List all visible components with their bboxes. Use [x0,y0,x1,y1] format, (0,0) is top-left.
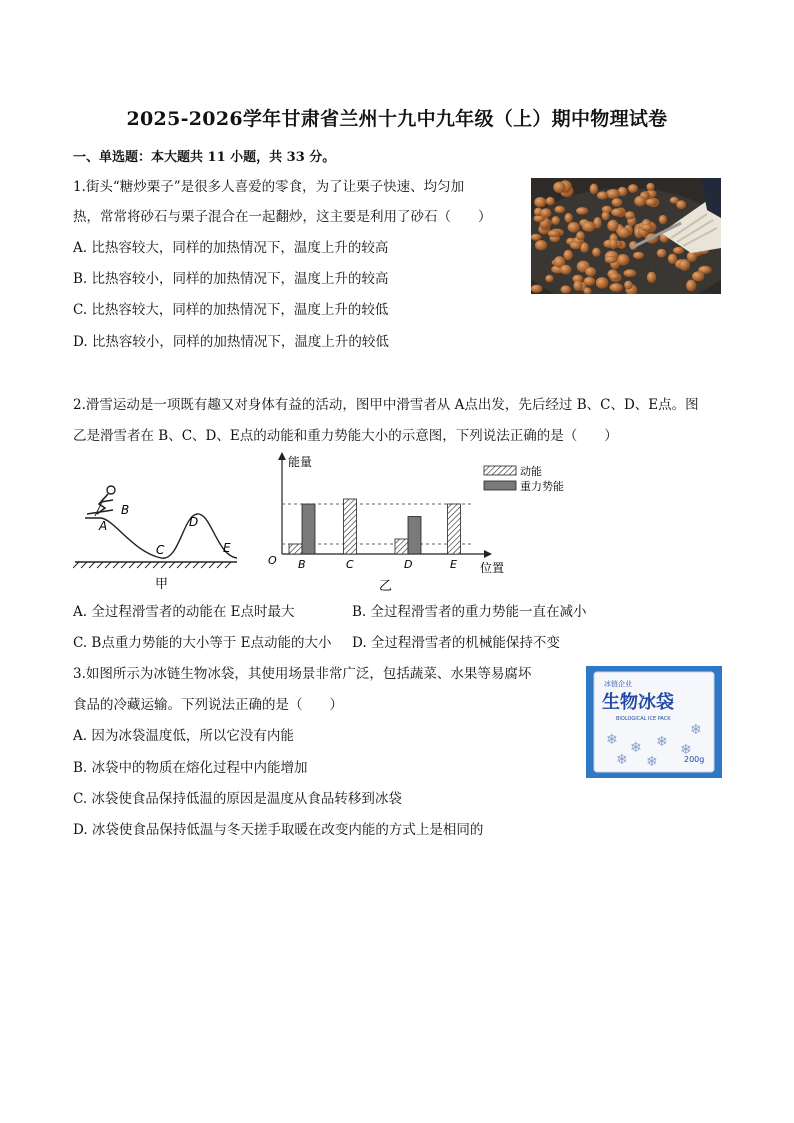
chestnut [561,285,572,293]
bag-weight: 200g [684,755,705,764]
label-e: E [223,541,231,555]
legend-swatch-kinetic [484,466,516,475]
q2-option-d[interactable]: D. 全过程滑雪者的机械能保持不变 [352,635,560,651]
chestnut [610,283,623,292]
caption-yi: 乙 [379,579,393,594]
chestnut [576,231,585,240]
label-b: B [121,503,130,517]
x-axis-label: 位置 [480,561,505,575]
chestnut [659,215,667,224]
q2-option-b[interactable]: B. 全过程滑雪者的重力势能一直在减小 [352,604,587,620]
q3-line2: 食品的冷藏运输。下列说法正确的是（ ） [73,697,343,713]
chestnut [570,242,582,250]
legend-label-kinetic: 动能 [520,465,542,478]
q1-option-a[interactable]: A. 比热容较大，同样的加热情况下，温度上升的较高 [73,240,389,256]
q1-option-c[interactable]: C. 比热容较大，同样的加热情况下，温度上升的较低 [73,302,389,318]
chestnut [585,267,596,277]
chestnut-photo [531,178,721,294]
legend-label-potential: 重力势能 [520,480,564,493]
ski-slope-diagram [73,470,243,595]
chestnut [597,191,608,199]
chestnut [673,247,684,254]
chestnut [554,206,565,213]
chestnut [624,281,633,290]
chestnut [546,197,555,206]
chestnut [640,224,653,231]
y-axis-label: 能量 [288,455,313,469]
chestnut [564,250,573,261]
chestnut [624,269,637,277]
chestnut [592,248,601,257]
chestnut [606,189,620,199]
chestnut [560,265,571,275]
chestnut [531,234,541,241]
svg-text:❄: ❄ [690,722,702,738]
chestnut [611,208,624,216]
chestnut [609,238,617,249]
chestnut [553,182,565,193]
bar-potential-D [408,517,421,555]
chestnut [657,249,667,258]
bag-name: 生物冰袋 [602,692,674,713]
bar-kinetic-B [289,544,302,554]
q1-line1: 1.街头“糖炒栗子”是很多人喜爱的零食，为了让栗子快速、均匀加 [73,179,465,195]
q3-line1: 3.如图所示为冰链生物冰袋，其使用场景非常广泛，包括蔬菜、水果等易腐坏 [73,666,532,682]
chestnut [540,208,551,218]
chestnut [576,207,588,215]
chestnut [634,196,646,207]
x-tick-C: C [346,558,354,571]
bar-potential-B [302,504,315,554]
q3-option-b[interactable]: B. 冰袋中的物质在熔化过程中内能增加 [73,760,308,776]
svg-text:❄: ❄ [656,734,668,750]
svg-text:❄: ❄ [680,742,692,758]
chestnut [565,213,573,223]
chestnut [676,200,686,209]
q2-line2: 乙是滑雪者在 B、C、D、E点的动能和重力势能大小的示意图，下列说法正确的是（ ） [73,428,618,444]
chestnut [625,211,635,219]
chestnut [679,259,690,271]
svg-text:❄: ❄ [616,752,628,768]
svg-text:❄: ❄ [630,740,642,756]
chestnut [617,227,630,238]
chestnut [607,220,618,232]
bar-kinetic-E [448,504,461,554]
chestnut [605,256,618,263]
q3-option-a[interactable]: A. 因为冰袋温度低，所以它没有内能 [73,728,294,744]
bag-subtitle: BIOLOGICAL ICE PACK [616,716,671,722]
svg-text:❄: ❄ [606,732,618,748]
page-title: 2025-2026学年甘肃省兰州十九中九年级（上）期中物理试卷 [126,108,668,130]
q1-option-d[interactable]: D. 比热容较小，同样的加热情况下，温度上升的较低 [73,334,389,350]
label-d: D [189,515,199,529]
ice-pack-photo [586,666,722,778]
chestnut [686,280,696,292]
chestnut [551,216,560,225]
q2-option-c[interactable]: C. B点重力势能的大小等于 E点动能的大小 [73,635,332,651]
chestnut [612,198,623,207]
chestnut [596,277,609,289]
chestnut [584,277,596,286]
chestnut [647,272,656,283]
chestnut [628,184,638,193]
chestnut [668,254,677,265]
chestnut [534,197,546,207]
energy-bar-chart [262,450,582,595]
chestnut [545,275,553,282]
chestnut [590,184,598,195]
bar-kinetic-C [344,499,357,554]
q3-option-c[interactable]: C. 冰袋使食品保持低温的原因是温度从食品转移到冰袋 [73,791,402,807]
chestnut [531,285,543,293]
x-tick-D: D [404,558,413,571]
chestnut [698,266,712,274]
chestnut [609,273,620,280]
q2-line1: 2.滑雪运动是一项既有趣又对身体有益的活动，图甲中滑雪者从 A点出发，先后经过 B、C、D、E点。图 [73,397,699,413]
section-heading: 一、单选题：本大题共 11 小题，共 33 分。 [73,150,336,165]
bag-brand: 冰链企业 [604,680,632,688]
chestnut [687,251,697,262]
chestnut [568,222,580,233]
chestnut [548,230,561,237]
skier-icon [87,486,115,516]
chestnut [617,254,630,266]
q1-option-b[interactable]: B. 比热容较小，同样的加热情况下，温度上升的较高 [73,271,389,287]
q3-option-d[interactable]: D. 冰袋使食品保持低温与冬天搓手取暖在改变内能的方式上是相同的 [73,822,484,838]
chestnut [646,183,654,191]
label-a: A [99,519,108,533]
svg-text:❄: ❄ [646,754,658,770]
chestnut [633,252,644,259]
x-tick-E: E [450,558,457,571]
chestnut [582,221,595,231]
x-tick-B: B [298,558,306,571]
origin-label: O [268,554,277,567]
bar-kinetic-D [395,539,408,554]
label-c: C [156,543,165,557]
caption-jia: 甲 [155,577,169,592]
q2-option-a[interactable]: A. 全过程滑雪者的动能在 E点时最大 [73,604,295,620]
chestnut [602,211,610,220]
legend-swatch-potential [484,481,516,490]
q1-line2: 热，常常将砂石与栗子混合在一起翻炒，这主要是利用了砂石（ ） [73,209,492,225]
chestnut [535,240,547,250]
chestnut [573,280,582,291]
